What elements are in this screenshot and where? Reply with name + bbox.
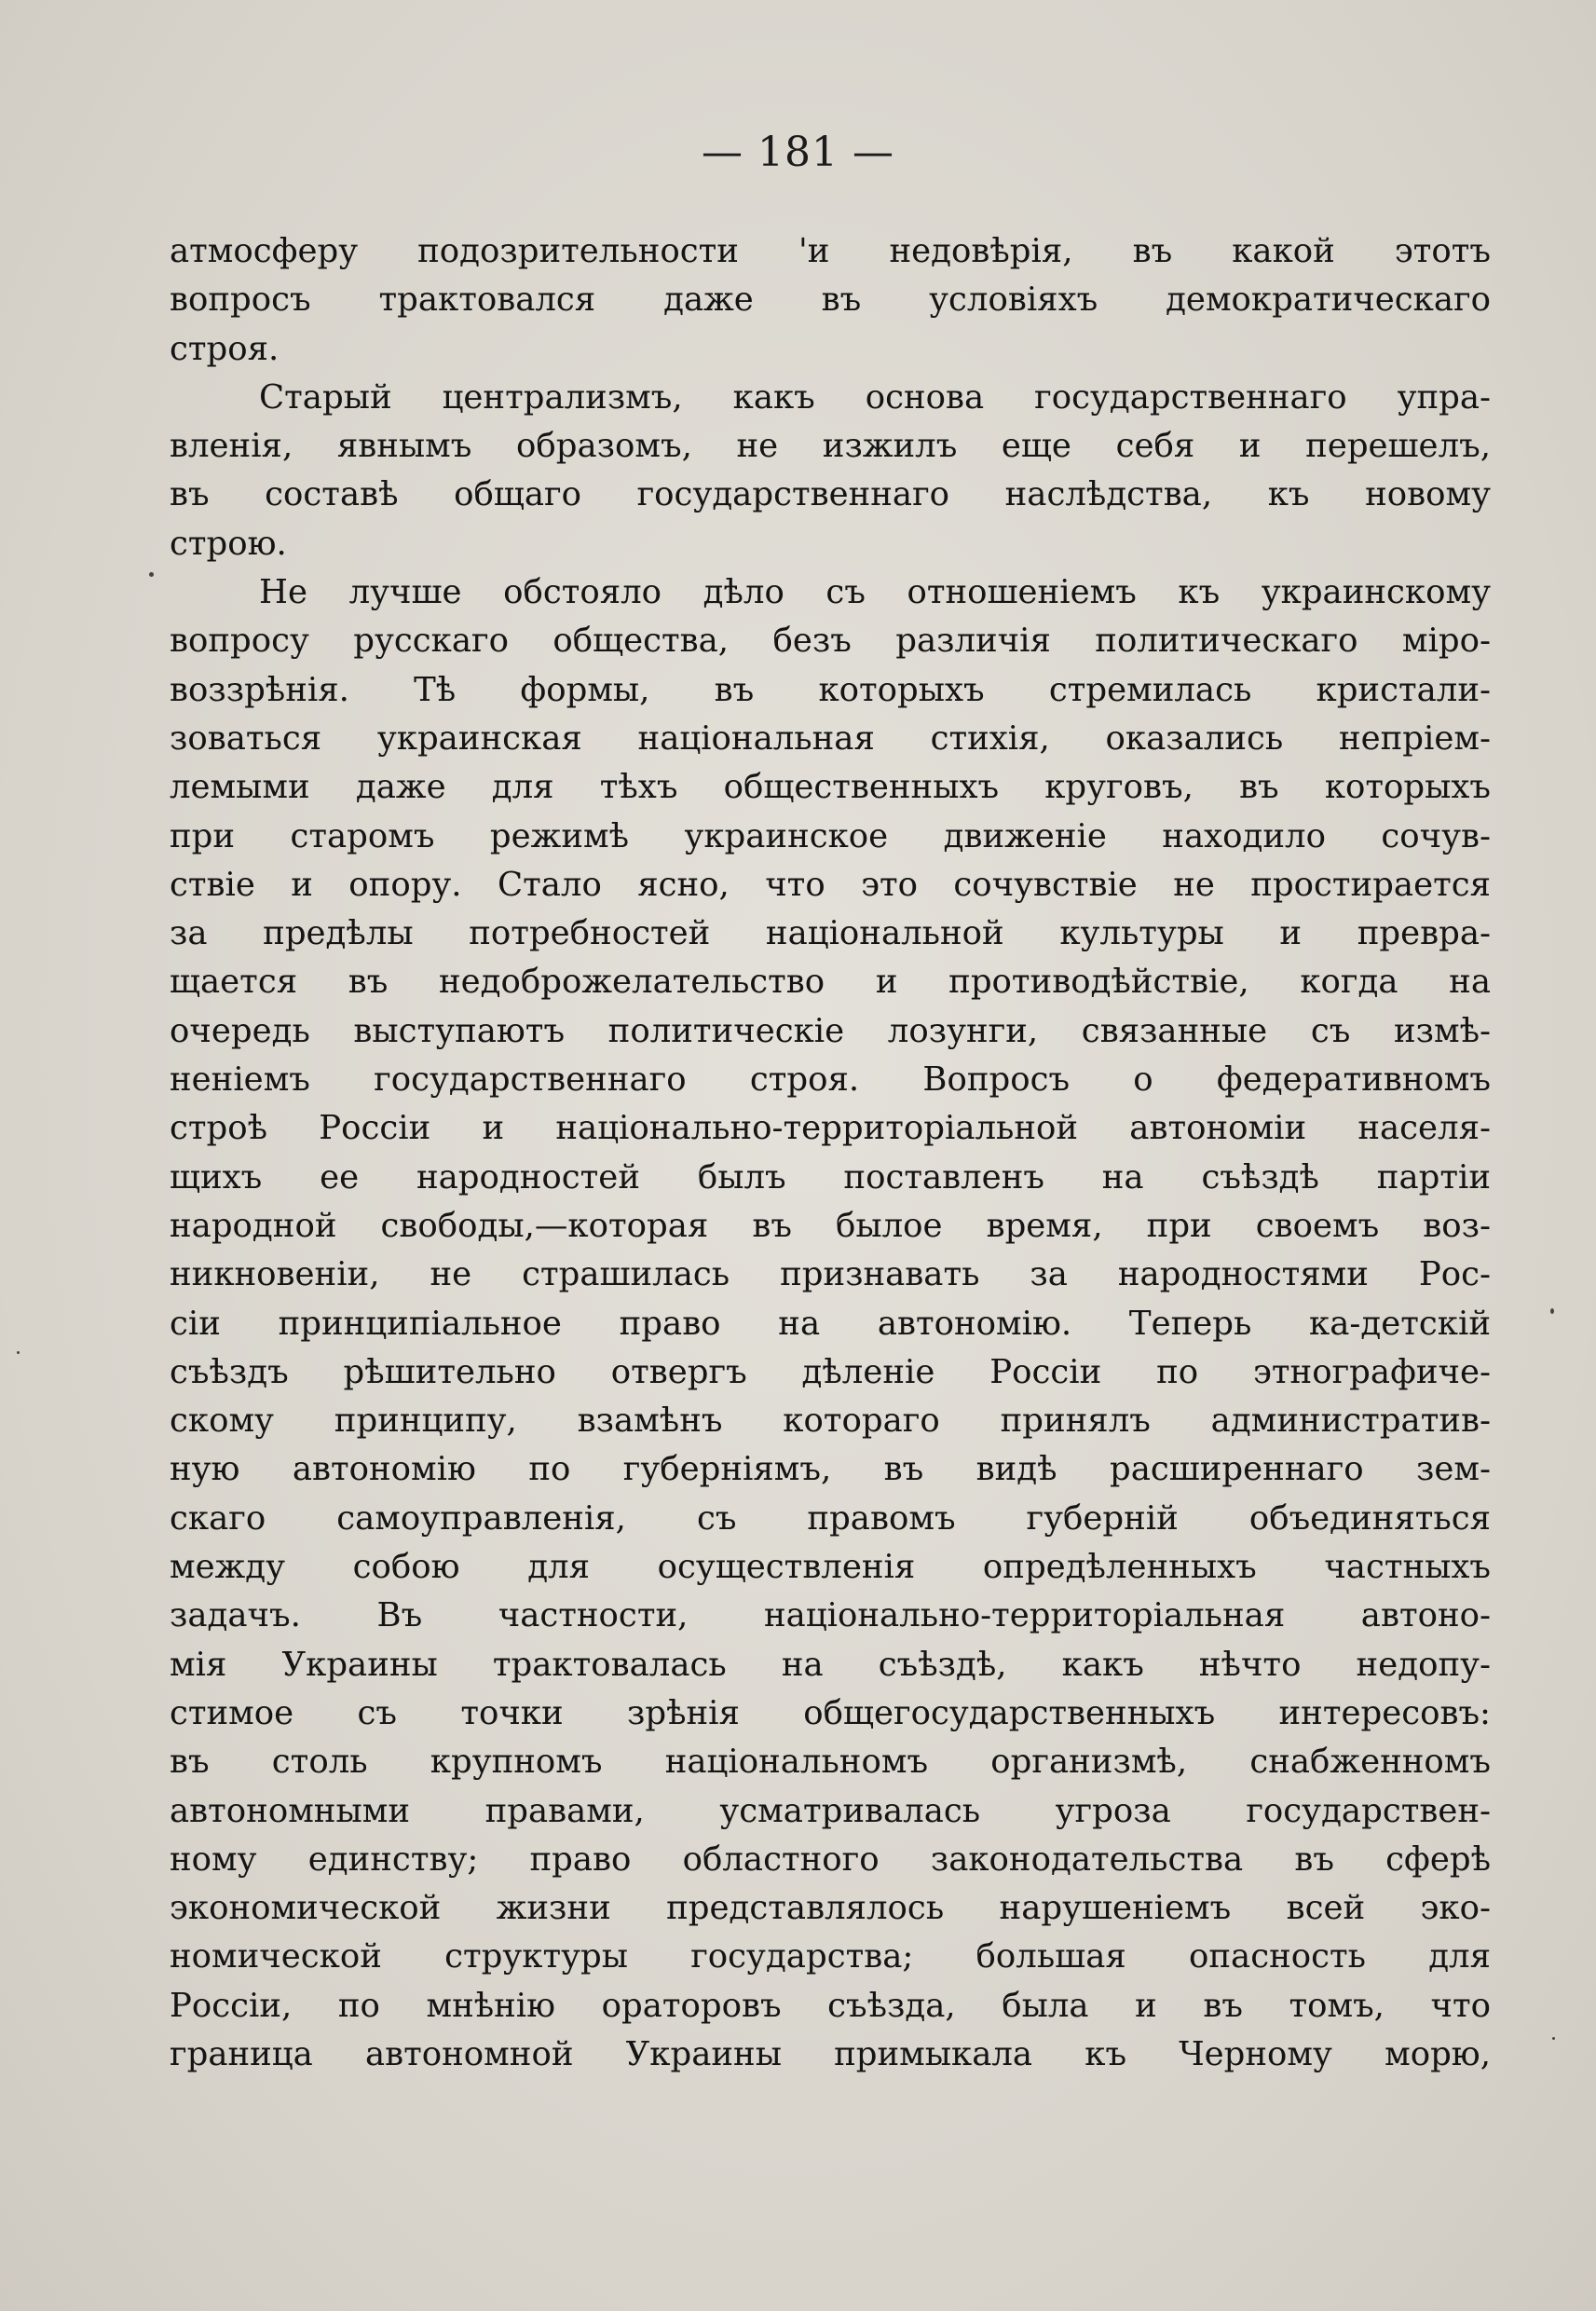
text-line: щается въ недоброжелательство и противодѣйствіе, когда на (170, 963, 1491, 1002)
text-line: вопросъ трактовался даже въ условіяхъ демократическаго (170, 280, 1491, 320)
print-speck (149, 572, 154, 577)
text-line: экономической жизни представлялось нарушеніемъ всей эко- (170, 1889, 1491, 1928)
text-line: при старомъ режимѣ украинское движеніе находило сочув- (170, 816, 1491, 855)
text-line: стимое съ точки зрѣнія общегосударственныхъ интересовъ: (170, 1693, 1491, 1732)
text-line: задачъ. Въ частности, національно-территоріальная автоно- (170, 1596, 1491, 1635)
text-line: атмосферу подозрительности 'и недовѣрія, въ какой этотъ (170, 232, 1491, 270)
text-line: скому принципу, взамѣнъ котораго принялъ административ- (170, 1402, 1491, 1441)
text-line: Старый централизмъ, какъ основа государственнаго упра- (259, 377, 1491, 417)
text-line: никновеніи, не страшилась признавать за народностями Рос- (170, 1255, 1491, 1294)
text-line: мія Украины трактовалась на съѣздѣ, какъ нѣчто недопу- (170, 1645, 1491, 1684)
text-line: очередь выступаютъ политическіе лозунги, связанные съ измѣ- (170, 1011, 1491, 1050)
text-line: скаго самоуправленія, съ правомъ губерній объединяться (170, 1498, 1491, 1538)
body-text (170, 227, 1491, 2079)
text-line: народной свободы,—которая въ былое время, при своемъ воз- (170, 1206, 1491, 1245)
print-speck (1552, 2037, 1555, 2040)
text-line: Не лучше обстояло дѣло съ отношеніемъ къ украинскому (259, 573, 1491, 612)
text-line: ствіе и опору. Стало ясно, что это сочувствіе не простирается (170, 865, 1491, 904)
text-line: сіи принципіальное право на автономію. Теперь ка-детскій (170, 1304, 1491, 1343)
text-line: автономными правами, усматривалась угроза государствен- (170, 1791, 1491, 1830)
text-line: неніемъ государственнаго строя. Вопросъ о федеративномъ (170, 1060, 1491, 1100)
text-line: въ столь крупномъ національномъ организмѣ, снабженномъ (170, 1743, 1491, 1782)
text-line: вопросу русскаго общества, безъ различія политическаго міро- (170, 622, 1491, 661)
text-line: за предѣлы потребностей національной культуры и превра- (170, 914, 1491, 953)
text-line: воззрѣнія. Тѣ формы, въ которыхъ стремилась кристали- (170, 670, 1491, 709)
text-line: зоваться украинская національная стихія, оказались непріем- (170, 718, 1491, 758)
print-speck (17, 1351, 20, 1354)
text-line: въ составѣ общаго государственнаго наслѣдства, къ новому (170, 475, 1491, 514)
text-line: вленія, явнымъ образомъ, не изжилъ еще себя и перешелъ, (170, 427, 1491, 466)
text-line: Россіи, по мнѣнію ораторовъ съѣзда, была и въ томъ, что (170, 1986, 1491, 2025)
text-line: граница автономной Украины примыкала къ Черному морю, (170, 2034, 1491, 2073)
text-line: номической структуры государства; большая опасность для (170, 1937, 1491, 1976)
print-speck (1550, 1308, 1554, 1314)
text-line: строя. (170, 329, 280, 368)
text-line: строѣ Россіи и національно-территоріальной автономіи населя- (170, 1109, 1491, 1148)
text-line: строю. (170, 524, 287, 563)
text-line: ному единству; право областного законодательства въ сферѣ (170, 1839, 1491, 1879)
text-line: щихъ ее народностей былъ поставленъ на съѣздѣ партіи (170, 1157, 1491, 1197)
page-number: — 181 — (702, 129, 894, 176)
text-line: ную автономію по губерніямъ, въ видѣ расширеннаго зем- (170, 1450, 1491, 1489)
text-line: лемыми даже для тѣхъ общественныхъ круговъ, въ которыхъ (170, 768, 1491, 807)
text-line: съѣздъ рѣшительно отвергъ дѣленіе Россіи по этнографиче- (170, 1352, 1491, 1391)
text-line: между собою для осуществленія опредѣленныхъ частныхъ (170, 1548, 1491, 1587)
